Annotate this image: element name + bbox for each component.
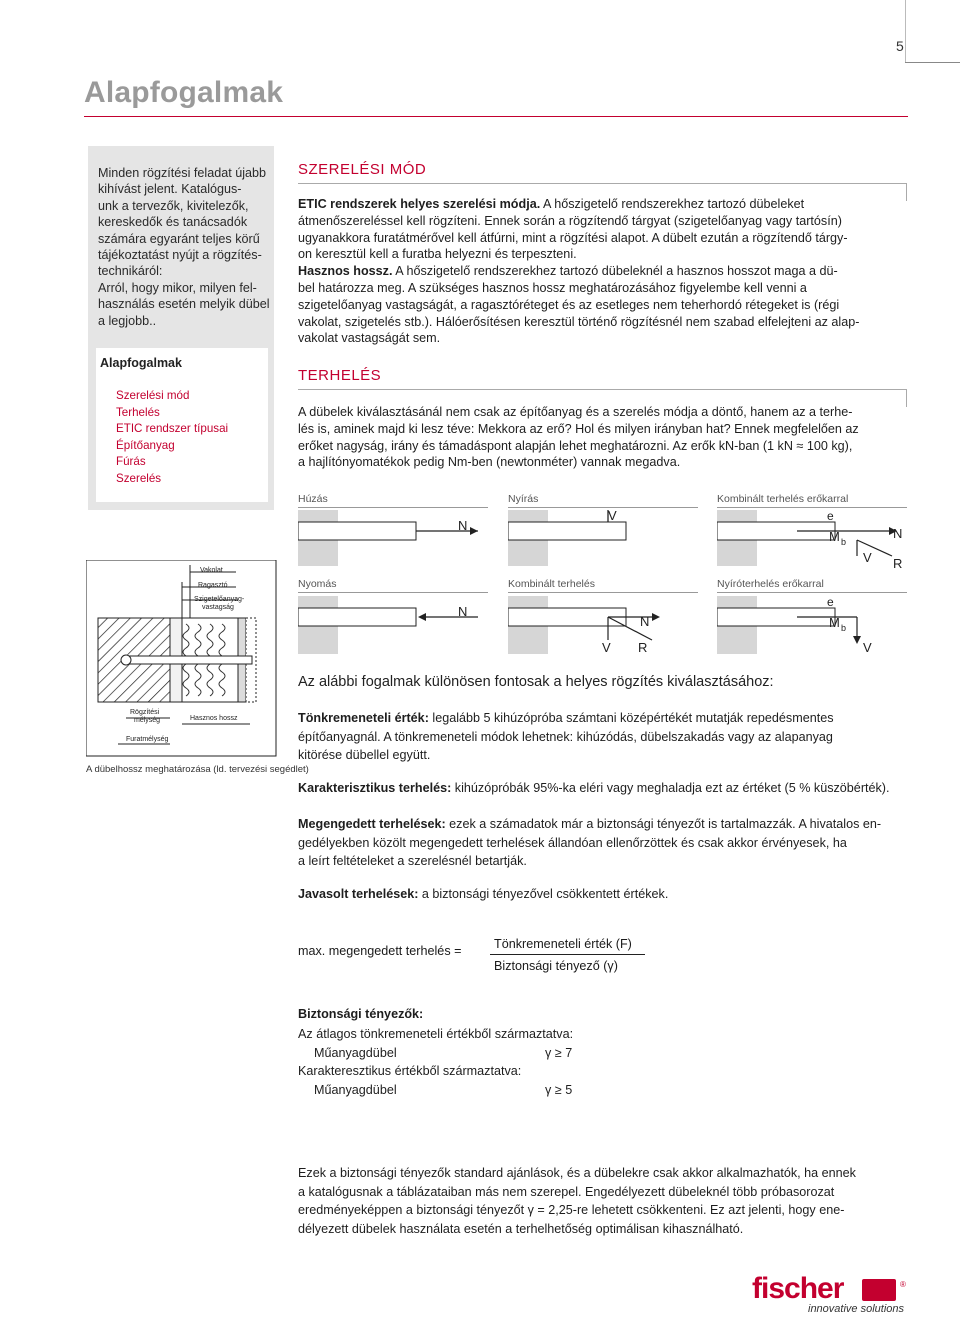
label-furatmelyseg: Furatmélység	[126, 736, 169, 743]
diagram-label-kombinalt: Kombinált terhelés	[508, 578, 595, 590]
text-line: ugyanakkora furatátmérővel kell átfúrni, mint a rögzítési alapot. A dübelt ezután a rögzítendő tárgy-	[298, 230, 848, 245]
intro-line: számára egyaránt teljes körű	[98, 231, 260, 246]
toc-item-etic[interactable]: ETIC rendszer típusai	[116, 422, 229, 436]
force-label-m: M	[829, 529, 840, 544]
toc-item-szereles[interactable]: Szerelés	[116, 471, 162, 485]
title-underline	[84, 116, 908, 117]
safety-row: Az átlagos tönkremeneteli értékből származtatva:	[298, 1027, 574, 1041]
definition-javasolt: Javasolt terhelések: a biztonsági tényezővel csökkentett értékek.	[298, 887, 669, 901]
intro-line: Arról, hogy mikor, milyen fel-	[98, 280, 257, 295]
label-rogzitesi: Rögzítési	[130, 709, 160, 716]
section-rule	[298, 389, 906, 390]
szereles-text	[298, 196, 908, 347]
closing-text: Ezek a biztonsági tényezők standard ajánlások, és a dübelekre csak akkor alkalmazhatók, ha ennek a katalógusnak a táblázataiban más nem szerepel. Engedélyezett dübeleknél több próbasorozat eredményeképpen a biztonsági tényezőt γ = 2,25-re lehetett csökkenteni. Ez azt jelenti, hogy ene- délyezett dübelek használata esetén a terhelhetőség optimálisan kihasználható.	[298, 1166, 856, 1236]
diagram-kombinalt	[508, 596, 698, 660]
definition-megengedett: Megengedett terhelések: ezek a számadatok már a biztonsági tényezőt is tartalmazzák. A hivatalos en- gedélyekben közölt megengedett terhelések állandóan ellenőrzöttek és csak akkor érvényesek, ha a leírt feltételeket a szerelésnél betartják.	[298, 817, 882, 869]
diagram-label-nyiro-erokar: Nyíróterhelés erőkarral	[717, 578, 824, 590]
force-label-v: V	[863, 550, 872, 565]
text-line: Hasznos hossz. A hőszigetelő rendszerekhez tartozó dübeleknél a hasznos hosszot maga a dü-	[298, 264, 838, 279]
force-label-v: V	[608, 510, 617, 523]
formula-denominator: Biztonsági tényező (γ)	[494, 959, 618, 973]
logo-registered: ®	[900, 1280, 906, 1289]
force-label-r: R	[893, 556, 903, 570]
text-line: A dübelek kiválasztásánál nem csak az építőanyag és a szerelés módja a döntő, hanem az a terhe-	[298, 405, 853, 419]
toc-item-terheles[interactable]: Terhelés	[116, 405, 160, 419]
safety-table	[298, 1025, 698, 1099]
definition-tonkremeneteli: Tönkremeneteli érték: legalább 5 kihúzópróba számtani középértékét mutatják repedésmentes építőanyagnál. A tönkremeneteli módok lehetnek: kihúzódás, dübelszakadás vagy az alapanyag kitörése dübellel együtt.	[298, 711, 834, 763]
intro-text	[98, 165, 274, 329]
text-line: erőket nagyság, irány és támadáspont alapján lehet meghatározni. Az erők kN-ban (1 kN ≈ 100 kg),	[298, 438, 853, 453]
diagram-label-huzas: Húzás	[298, 493, 328, 505]
diagram-label-kombinalt-erokar: Kombinált terhelés erőkarral	[717, 493, 849, 505]
intro-line: használás esetén melyik dübel	[98, 297, 270, 312]
section-rule	[298, 183, 906, 184]
intro-line: kereskedők és tanácsadók	[98, 215, 248, 230]
diagram-nyomas	[298, 596, 488, 660]
text-line: szigetelőanyag vastagságát, a ragasztóréteget és az esetleges nem teherhordó rétegeket is (régi	[298, 297, 840, 312]
label-hasznos-hossz: Hasznos hossz	[190, 715, 238, 722]
force-label-r: R	[638, 640, 648, 655]
label-ragaszto: Ragasztó	[198, 582, 228, 589]
fischer-logo: fischer	[752, 1272, 844, 1305]
text-line: vakolat, szigetelés stb.). Hálóerősítésen keresztül történő rögzítésnél nem szabad elfelejteni az alap-	[298, 314, 860, 329]
diagram-nyiras	[508, 510, 698, 570]
diagram-nyiro-erokar	[717, 596, 907, 660]
text-line: bel határozza meg. A szükséges hasznos hossz meghatározásához figyelembe kell venni a	[298, 280, 807, 295]
force-label-e: e	[827, 596, 834, 609]
text-line: a hajlítónyomatékok pedig Nm-ben (newtonméter) vannak megadva.	[298, 455, 681, 470]
toc-item-epitoanyag[interactable]: Építőanyag	[116, 438, 175, 452]
force-label-n: N	[458, 604, 468, 619]
safety-row: Karakteresztikus értékből származtatva:	[298, 1064, 522, 1079]
text-line: vakolat vastagságát sem.	[298, 331, 441, 346]
safety-title: Biztonsági tényezők:	[298, 1007, 424, 1021]
header-rule	[905, 62, 960, 63]
intro-line: unk a tervezők, kivitelezők,	[98, 198, 249, 213]
force-label-v: V	[602, 640, 611, 655]
toc-item-szerelesi-mod[interactable]: Szerelési mód	[116, 389, 190, 402]
diagram-huzas	[298, 510, 488, 570]
diagram-label-nyomas: Nyomás	[298, 578, 337, 590]
text-line: ETIC rendszerek helyes szerelési módja. A hőszigetelő rendszerekhez tartozó dübeleket	[298, 197, 805, 211]
intro-line: tájékoztatást nyújt a rögzítés-	[98, 248, 262, 263]
dowel-caption: A dübelhossz meghatározása (ld. tervezési segédlet)	[86, 764, 309, 775]
toc-title: Alapfogalmak	[100, 356, 182, 370]
page-title: Alapfogalmak	[84, 76, 284, 109]
section-heading-szereles: SZERELÉSI MÓD	[298, 161, 427, 178]
intro-line: Minden rögzítési feladat újabb	[98, 166, 267, 180]
label-vastagsag: vastagság	[202, 604, 234, 611]
text-line: átmenőszereléssel kell rögzíteni. Ennek során a rögzítendő tárgyat (szigetelőanyag vagy tartósín)	[298, 213, 842, 228]
formula-numerator: Tönkremeneteli érték (F)	[494, 937, 632, 951]
terheles-text	[298, 404, 908, 471]
toc-item-furas[interactable]: Fúrás	[116, 455, 146, 469]
fischer-badge-icon	[862, 1279, 896, 1301]
diagram-label-nyiras: Nyírás	[508, 493, 539, 505]
formula-fraction-bar	[490, 954, 645, 955]
safety-row: Műanyagdübel γ ≥ 7	[314, 1045, 573, 1060]
header-divider	[905, 0, 906, 62]
intro-line: kihívást jelent. Katalógus-	[98, 182, 242, 197]
label-melyseg: mélység	[134, 717, 161, 724]
intro-line: a legjobb..	[98, 313, 157, 328]
definition-karakterisztikus: Karakterisztikus terhelés: kihúzópróbák 95%-ka eléri vagy meghaladja ezt az értéket (5 % küszöbérték).	[298, 781, 890, 795]
logo-tagline: innovative solutions	[808, 1303, 905, 1315]
force-label-b: b	[841, 537, 847, 547]
force-label-v: V	[863, 640, 872, 655]
diagram-kombinalt-erokar	[717, 510, 907, 570]
force-label-m: M	[829, 615, 840, 630]
text-line: on keresztül kell a furatba helyezni és terpeszteni.	[298, 247, 577, 262]
force-label-n: N	[640, 614, 650, 629]
force-label-n: N	[458, 518, 468, 533]
toc-list	[116, 388, 228, 488]
section-heading-terheles: TERHELÉS	[298, 367, 382, 384]
force-label-n: N	[893, 526, 903, 541]
force-label-b: b	[841, 623, 847, 633]
text-line: lés is, aminek majd ki lesz téve: Mekkora az erő? Hol és milyen irányban hat? Ennek megfelelően az	[298, 421, 859, 436]
formula-left: max. megengedett terhelés =	[298, 944, 462, 958]
page-number: 5	[896, 38, 904, 54]
dowel-length-diagram	[86, 560, 286, 760]
safety-row: Műanyagdübel γ ≥ 5	[314, 1082, 573, 1097]
label-szigeteloanyag: Szigetelőanyag-	[194, 596, 245, 603]
force-label-e: e	[827, 510, 834, 523]
label-vakolat: Vakolat	[200, 567, 223, 574]
intro-line: technikáról:	[98, 264, 163, 279]
definitions-subhead: Az alábbi fogalmak különösen fontosak a helyes rögzítés kiválasztásához:	[298, 674, 774, 690]
